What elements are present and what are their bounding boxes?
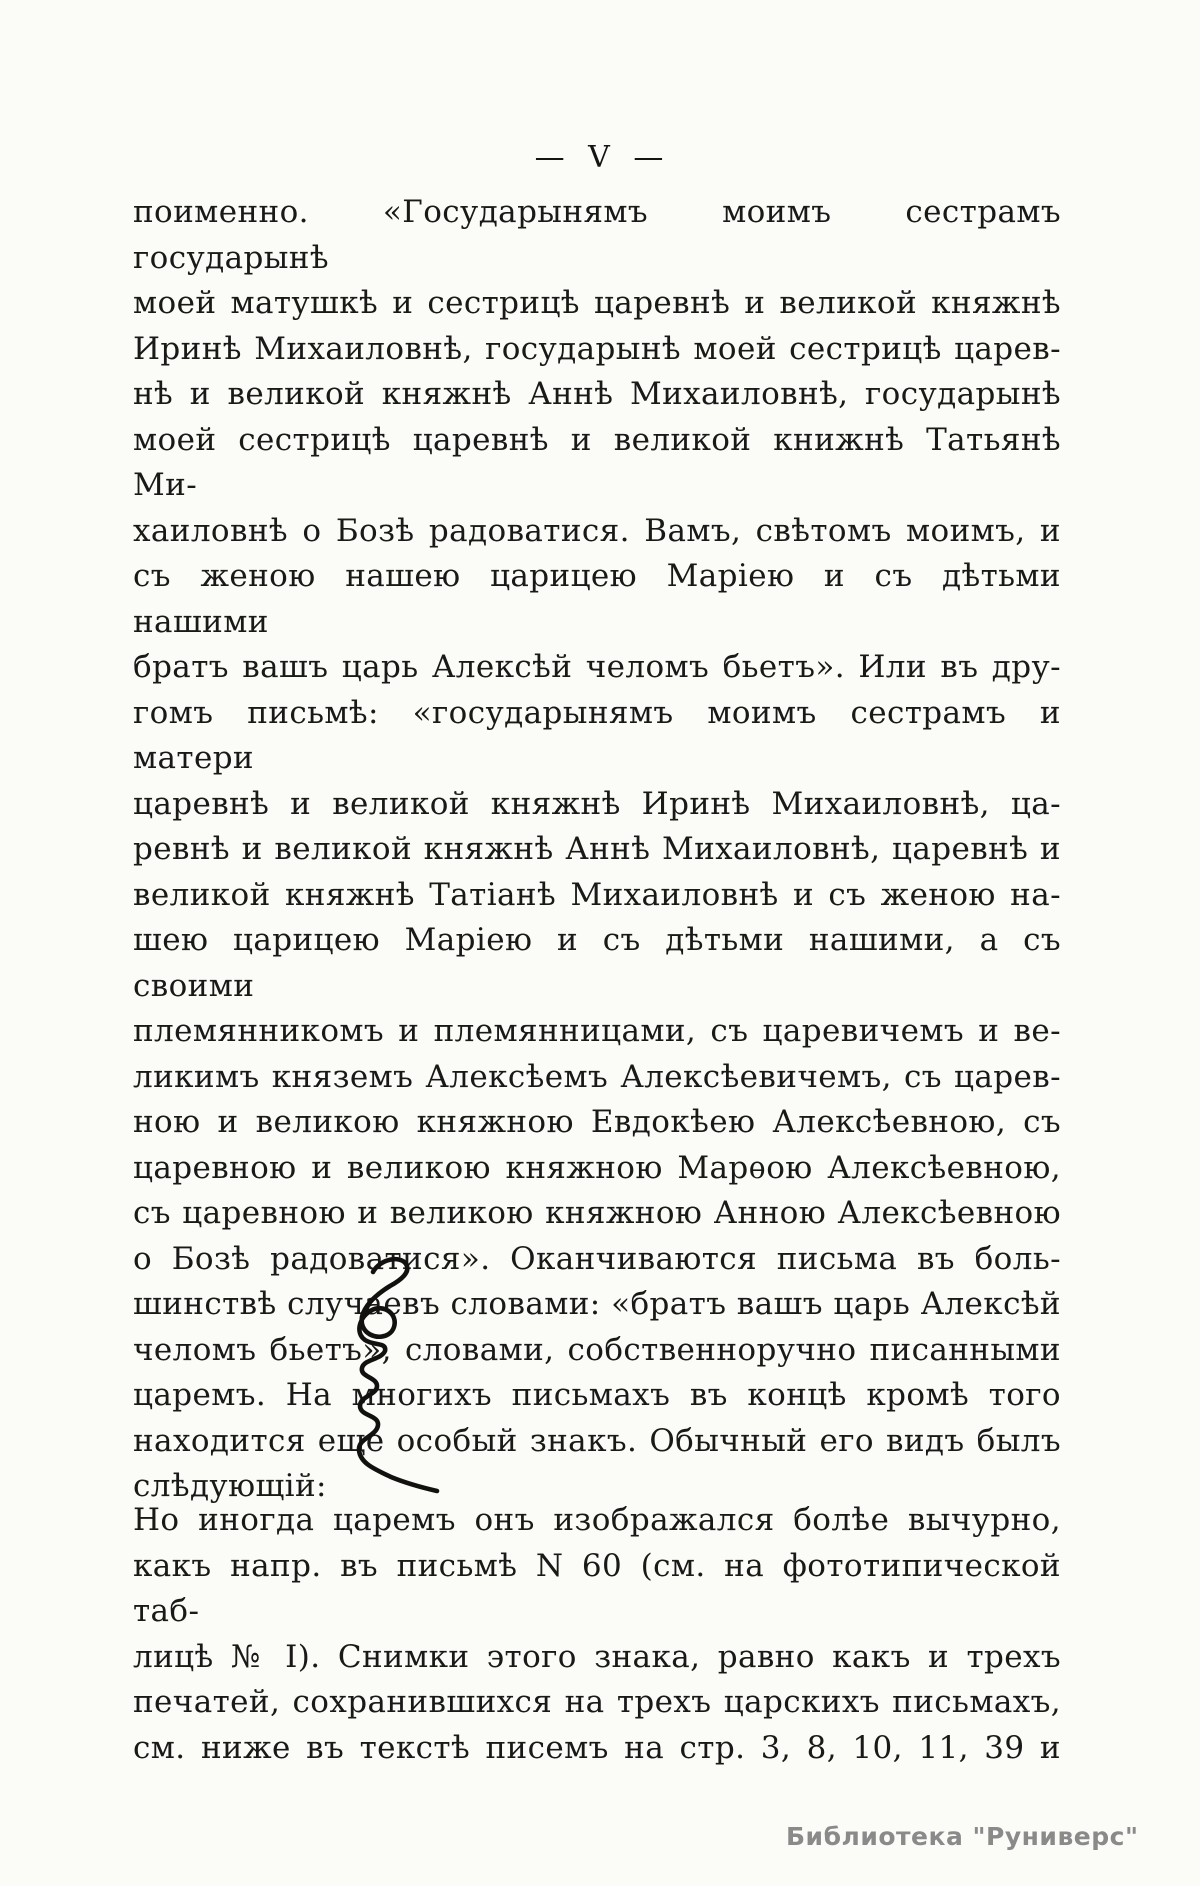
text-line: печатей, сохранившихся на трехъ царскихъ письмахъ, xyxy=(133,1684,1061,1720)
library-watermark: Библиотека "Руниверс" xyxy=(786,1822,1139,1851)
text-line: съ женою нашею царицею Маріею и съ дѣтьми нашими xyxy=(133,558,1061,640)
text-line: находится еще особый знакъ. Обычный его видъ былъ xyxy=(133,1422,1061,1459)
text-line: племянникомъ и племянницами, съ царевичемъ и ве- xyxy=(133,1013,1061,1049)
text-line: гомъ письмѣ: «государынямъ моимъ сестрамъ и матери xyxy=(133,694,1061,776)
text-line: лицѣ № I). Снимки этого знака, равно какъ и трехъ xyxy=(133,1638,1061,1675)
text-line: царевнѣ и великой княжнѣ Иринѣ Михаиловнѣ, ца- xyxy=(133,785,1061,822)
text-line: моей матушкѣ и сестрицѣ царевнѣ и великой княжнѣ xyxy=(133,285,1061,321)
text-line: царевною и великою княжною Марѳою Алексѣевною, xyxy=(133,1149,1061,1186)
text-line: поименно. «Государынямъ моимъ сестрамъ государынѣ xyxy=(133,194,1061,276)
tsar-sign-flourish-icon xyxy=(346,1256,442,1496)
paragraph-2 xyxy=(133,1498,1061,1771)
text-line: см. ниже въ текстѣ писемъ на стр. 3, 8, 10, 11, 39 и xyxy=(133,1729,1061,1766)
text-line: какъ напр. въ письмѣ N 60 (см. на фототипической таб- xyxy=(133,1547,1061,1629)
text-line: моей сестрицѣ царевнѣ и великой книжнѣ Татьянѣ Ми- xyxy=(133,421,1061,503)
text-line: Иринѣ Михаиловнѣ, государынѣ моей сестрицѣ царев- xyxy=(133,330,1061,367)
text-line: челомъ бьетъ», словами, собственноручно писанными xyxy=(133,1331,1061,1368)
text-line: братъ вашъ царь Алексѣй челомъ бьетъ». Или въ дру- xyxy=(133,649,1061,685)
paragraph-1 xyxy=(133,190,1061,1510)
text-line: слѣдующій: xyxy=(133,1468,327,1504)
text-line: шинствѣ случаевъ словами: «братъ вашъ царь Алексѣй xyxy=(133,1286,1061,1322)
text-line: великой княжнѣ Татіанѣ Михаиловнѣ и съ женою на- xyxy=(133,876,1061,913)
text-line: ревнѣ и великой княжнѣ Аннѣ Михаиловнѣ, царевнѣ и xyxy=(133,831,1061,867)
text-line: хаиловнѣ о Бозѣ радоватися. Вамъ, свѣтомъ моимъ, и xyxy=(133,512,1061,549)
text-line: о Бозѣ радоватися». Оканчиваются письма въ боль- xyxy=(133,1240,1061,1277)
text-line: царемъ. На многихъ письмахъ въ концѣ кромѣ того xyxy=(133,1377,1061,1413)
text-line: ною и великою княжною Евдокѣею Алексѣевною, съ xyxy=(133,1104,1061,1140)
text-line: шею царицею Маріею и съ дѣтьми нашими, а съ своими xyxy=(133,922,1061,1004)
page-number: — V — xyxy=(534,140,666,175)
text-line: нѣ и великой княжнѣ Аннѣ Михаиловнѣ, государынѣ xyxy=(133,376,1061,412)
text-line: ликимъ княземъ Алексѣемъ Алексѣевичемъ, съ царев- xyxy=(133,1058,1061,1095)
text-line: съ царевною и великою княжною Анною Алексѣевною xyxy=(133,1195,1061,1231)
text-line: Но иногда царемъ онъ изображался болѣе вычурно, xyxy=(133,1502,1061,1538)
